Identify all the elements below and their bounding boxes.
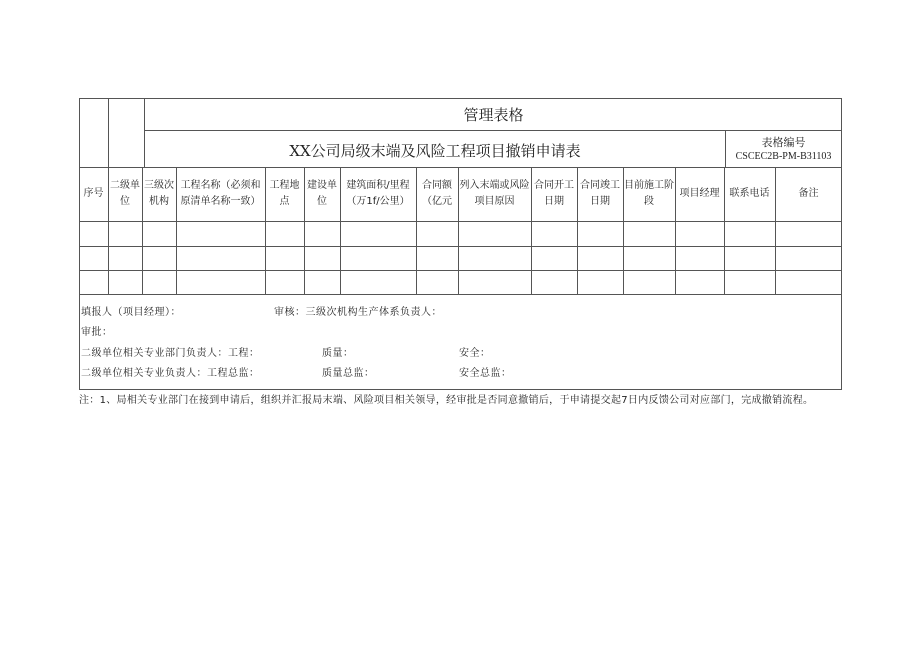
table-cell[interactable] — [265, 221, 304, 246]
dept-head-label: 二级单位相关专业部门负责人：工程： — [81, 348, 260, 359]
column-header: 合同额（亿元 — [422, 180, 452, 207]
table-cell[interactable] — [623, 270, 675, 294]
table-cell[interactable] — [531, 270, 577, 294]
table-cell[interactable] — [142, 221, 176, 246]
form-code: CSCEC2B-PM-B31103 — [735, 151, 832, 162]
table-cell[interactable] — [265, 270, 304, 294]
column-header: 三级次机构 — [144, 180, 174, 207]
table-cell[interactable] — [724, 246, 775, 270]
table-cell[interactable] — [458, 221, 531, 246]
column-header: 联系电话 — [729, 188, 770, 199]
column-header: 合同竣工日期 — [580, 180, 620, 207]
table-cell[interactable] — [724, 221, 775, 246]
table-cell[interactable] — [304, 270, 340, 294]
table-cell[interactable] — [675, 221, 724, 246]
table-cell[interactable] — [176, 246, 265, 270]
table-cell[interactable] — [775, 246, 842, 270]
table-cell[interactable] — [108, 221, 142, 246]
quality-label: 质量： — [322, 348, 354, 359]
table-cell[interactable] — [458, 246, 531, 270]
safety-director-label: 安全总监： — [459, 368, 512, 379]
table-cell[interactable] — [265, 246, 304, 270]
table-cell[interactable] — [458, 270, 531, 294]
column-header: 工程地点 — [269, 180, 300, 207]
table-cell[interactable] — [340, 270, 416, 294]
table-cell[interactable] — [304, 221, 340, 246]
table-cell[interactable] — [416, 270, 458, 294]
quality-director-label: 质量总监： — [322, 368, 375, 379]
column-header: 备注 — [798, 188, 819, 199]
table-cell[interactable] — [142, 246, 176, 270]
table-cell[interactable] — [79, 270, 108, 294]
unit-head-label: 二级单位相关专业负责人：工程总监： — [81, 368, 260, 379]
table-cell[interactable] — [304, 246, 340, 270]
column-header: 工程名称（必须和原清单名称一致） — [180, 180, 261, 207]
table-cell[interactable] — [416, 246, 458, 270]
table-cell[interactable] — [340, 246, 416, 270]
form-code-label: 表格编号 — [761, 136, 806, 149]
table-cell[interactable] — [416, 221, 458, 246]
footnote: 注：1、局相关专业部门在接到申请后，组织并汇报局末端、风险项目相关领导，经审批是否同意撤销后，于申请提交起7日内反馈公司对应部门，完成撤销流程。 — [79, 395, 814, 406]
table-cell[interactable] — [531, 221, 577, 246]
title-divider — [144, 130, 842, 131]
column-header: 项目经理 — [679, 188, 720, 199]
table-cell[interactable] — [79, 246, 108, 270]
footer-divider — [79, 294, 842, 295]
form-title: XX公司局级末端及风险工程项目撤销申请表 — [289, 142, 581, 160]
column-header: 序号 — [83, 188, 104, 199]
table-cell[interactable] — [623, 221, 675, 246]
table-cell[interactable] — [340, 221, 416, 246]
table-cell[interactable] — [577, 270, 623, 294]
table-cell[interactable] — [675, 246, 724, 270]
column-header: 目前施工阶段 — [624, 180, 674, 207]
table-cell[interactable] — [176, 270, 265, 294]
approval-label: 审批： — [81, 327, 113, 338]
table-cell[interactable] — [176, 221, 265, 246]
column-header: 二级单位 — [110, 180, 140, 207]
column-header: 建设单位 — [307, 180, 337, 207]
table-cell[interactable] — [79, 221, 108, 246]
table-cell[interactable] — [623, 246, 675, 270]
column-header: 列入末端或风险项目原因 — [459, 180, 530, 207]
page-title: 管理表格 — [463, 106, 524, 124]
table-cell[interactable] — [724, 270, 775, 294]
column-header: 合同开工日期 — [534, 180, 574, 207]
table-cell[interactable] — [142, 270, 176, 294]
table-cell[interactable] — [775, 221, 842, 246]
safety-label: 安全： — [459, 348, 491, 359]
table-cell[interactable] — [577, 221, 623, 246]
filler-label: 填报人（项目经理）： — [81, 307, 181, 318]
table-cell[interactable] — [531, 246, 577, 270]
table-cell[interactable] — [577, 246, 623, 270]
column-header: 建筑面积/里程（万1f/公里） — [346, 180, 410, 207]
table-cell[interactable] — [775, 270, 842, 294]
table-cell[interactable] — [108, 270, 142, 294]
table-cell[interactable] — [675, 270, 724, 294]
table-cell[interactable] — [108, 246, 142, 270]
reviewer-label: 审核：三级次机构生产体系负责人： — [274, 307, 442, 318]
